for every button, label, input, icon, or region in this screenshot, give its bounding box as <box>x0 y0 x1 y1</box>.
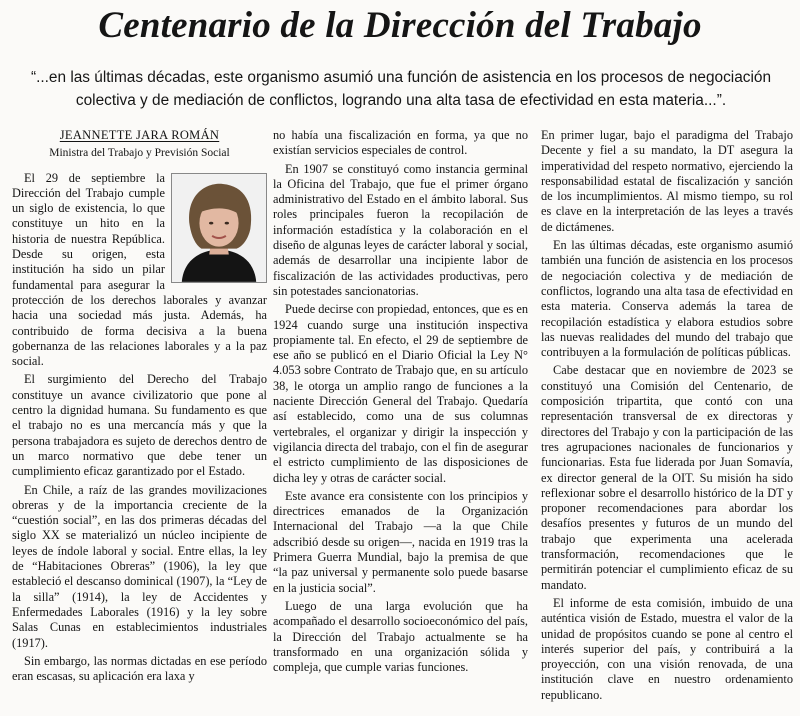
author-portrait-icon <box>172 174 266 282</box>
paragraph: El surgimiento del Derecho del Trabajo constituye un avance civilizatorio que pone al centro la dignidad humana. Su fundamento es que el trabajo no es una mercancía más y que la persona trabajadora es sujeto de derechos dentro de un marco normativo que debe tener un cumplimiento eficaz garantizado por el Estado. <box>12 372 267 479</box>
paragraph <box>12 171 267 370</box>
paragraph: El informe de esta comisión, imbuido de una auténtica visión de Estado, muestra el valor de la unidad de propósitos cuando se pone al centro el interés superior del país, y contribuirá a la proyección, con una visión renovada, de una institución clave en nuestro ordenamiento republicano. <box>541 595 793 702</box>
paragraph: Este avance era consistente con los principios y directrices emanados de la Organización Internacional del Trabajo —a la que Chile adscribió desde su origen—, nacida en 1919 tras la Primera Guerra Mundial, bajo la premisa de que “la paz universal y permanente solo puede basarse en la justicia social”. <box>273 488 528 595</box>
author-role: Ministra del Trabajo y Previsión Social <box>49 147 230 160</box>
article-column-1 <box>12 126 267 687</box>
paragraph: no había una fiscalización en forma, ya que no existían servicios especiales de control. <box>273 128 528 158</box>
paragraph: En las últimas décadas, este organismo asumió también una función de asistencia en los procesos de negociación colectiva y de mediación de conflictos, logrando una alta tasa de efectividad en esta materia. Conserva además la tarea de recopilación estadística y elabora estudios sobre las nuevas realidades del mundo del trabajo que contribuyen a la formulación de políticas públicas. <box>541 238 793 360</box>
paragraph-text: El 29 de septiembre la Dirección del Trabajo cumple un siglo de existencia, lo que constituye un hito en la historia de nuestra República. Desde su origen, esta institución ha sido un pilar fundamental para asegurar la protección de los derechos laborales y avanzar hacia una sociedad más justa. Además, ha contribuido de forma decisiva a la buena gobernanza de las relaciones laborales y a la paz social. <box>12 170 267 369</box>
paragraph: En Chile, a raíz de las grandes movilizaciones obreras y de la importancia creciente de la “cuestión social”, en las dos primeras décadas del siglo XX se materializó un núcleo incipiente de leyes de índole laboral y social. Entre ellas, la ley de “Habitaciones Obreras” (1906), la ley que estableció el descanso dominical (1907), la “Ley de la silla” (1914), la ley de Accidentes y Enfermedades Laborales (1916) y la ley sobre Salas Cunas en establecimientos industriales (1917). <box>12 482 268 650</box>
pull-quote: “...en las últimas décadas, este organismo asumió una función de asistencia en los procesos de negociación colectiva y de mediación de conflictos, logrando una alta tasa de efectividad en esta materia...”. <box>30 69 772 109</box>
paragraph: Luego de una larga evolución que ha acompañado el desarrollo socioeconómico del país, la Dirección del Trabajo actualmente se ha transformado en una organización sólida y compleja, que cumple varias funciones. <box>273 598 528 675</box>
paragraph: Puede decirse con propiedad, entonces, que es en 1924 cuando surge una institución inspectiva propiamente tal. En efecto, el 29 de septiembre de ese año se publicó en el Diario Oficial la Ley N° 4.053 sobre Contrato de Trabajo que, en su artículo 38, le otorga un amplio rango de funciones a la naciente Dirección General del Trabajo. Quedaría así establecido, como una de sus columnas vertebrales, el organizar y dirigir la inspección y vigilancia directa del trabajo, con el fin de asegurar el estricto cumplimiento de las disposiciones de dicha ley y otras de carácter social. <box>273 302 529 485</box>
paragraph: Cabe destacar que en noviembre de 2023 se constituyó una Comisión del Centenario, de composición tripartita, que contó con una representación transversal de ex directoras y directores del Trabajo y con la participación de las tres agrupaciones nacionales de funcionarios y funcionarias. Esta fue liderada por Juan Somavía, ex director general de la OIT. Su misión ha sido reflexionar sobre el desarrollo histórico de la DT y proponer recomendaciones para abordar los desafíos presentes y futuros de un mundo del trabajo que experimenta una acelerada transformación, recomendaciones que le permitirán potenciar el cumplimiento eficaz de su mandato. <box>541 363 793 592</box>
paragraph: En 1907 se constituyó como instancia germinal la Oficina del Trabajo, que fue el primer órgano administrativo del Estado en el ámbito laboral. Sus roles principales fueron la recopilación de información estadística y la colaboración en el diseño de algunas leyes de carácter laboral y social, además de desarrollar una incipiente labor de fiscalización de las actividades productivas, pero sin potestades sancionatorias. <box>273 161 528 298</box>
author-name: JEANNETTE JARA ROMÁN <box>59 128 220 142</box>
article-column-3 <box>541 128 793 706</box>
article-title: Centenario de la Dirección del Trabajo <box>98 5 702 46</box>
paragraph: Sin embargo, las normas dictadas en ese período eran escasas, su aplicación era laxa y <box>12 653 267 684</box>
article-column-2 <box>273 128 528 678</box>
author-photo <box>171 173 267 283</box>
paragraph: En primer lugar, bajo el paradigma del Trabajo Decente y fiel a su mandato, la DT asegura la imperatividad del respeto normativo, ejerciendo la responsabilidad estatal de fiscalización y sanción de los incumplimientos. Al mismo tiempo, su rol es clave en la interpretación de las leyes a través de dictámenes. <box>541 128 793 234</box>
